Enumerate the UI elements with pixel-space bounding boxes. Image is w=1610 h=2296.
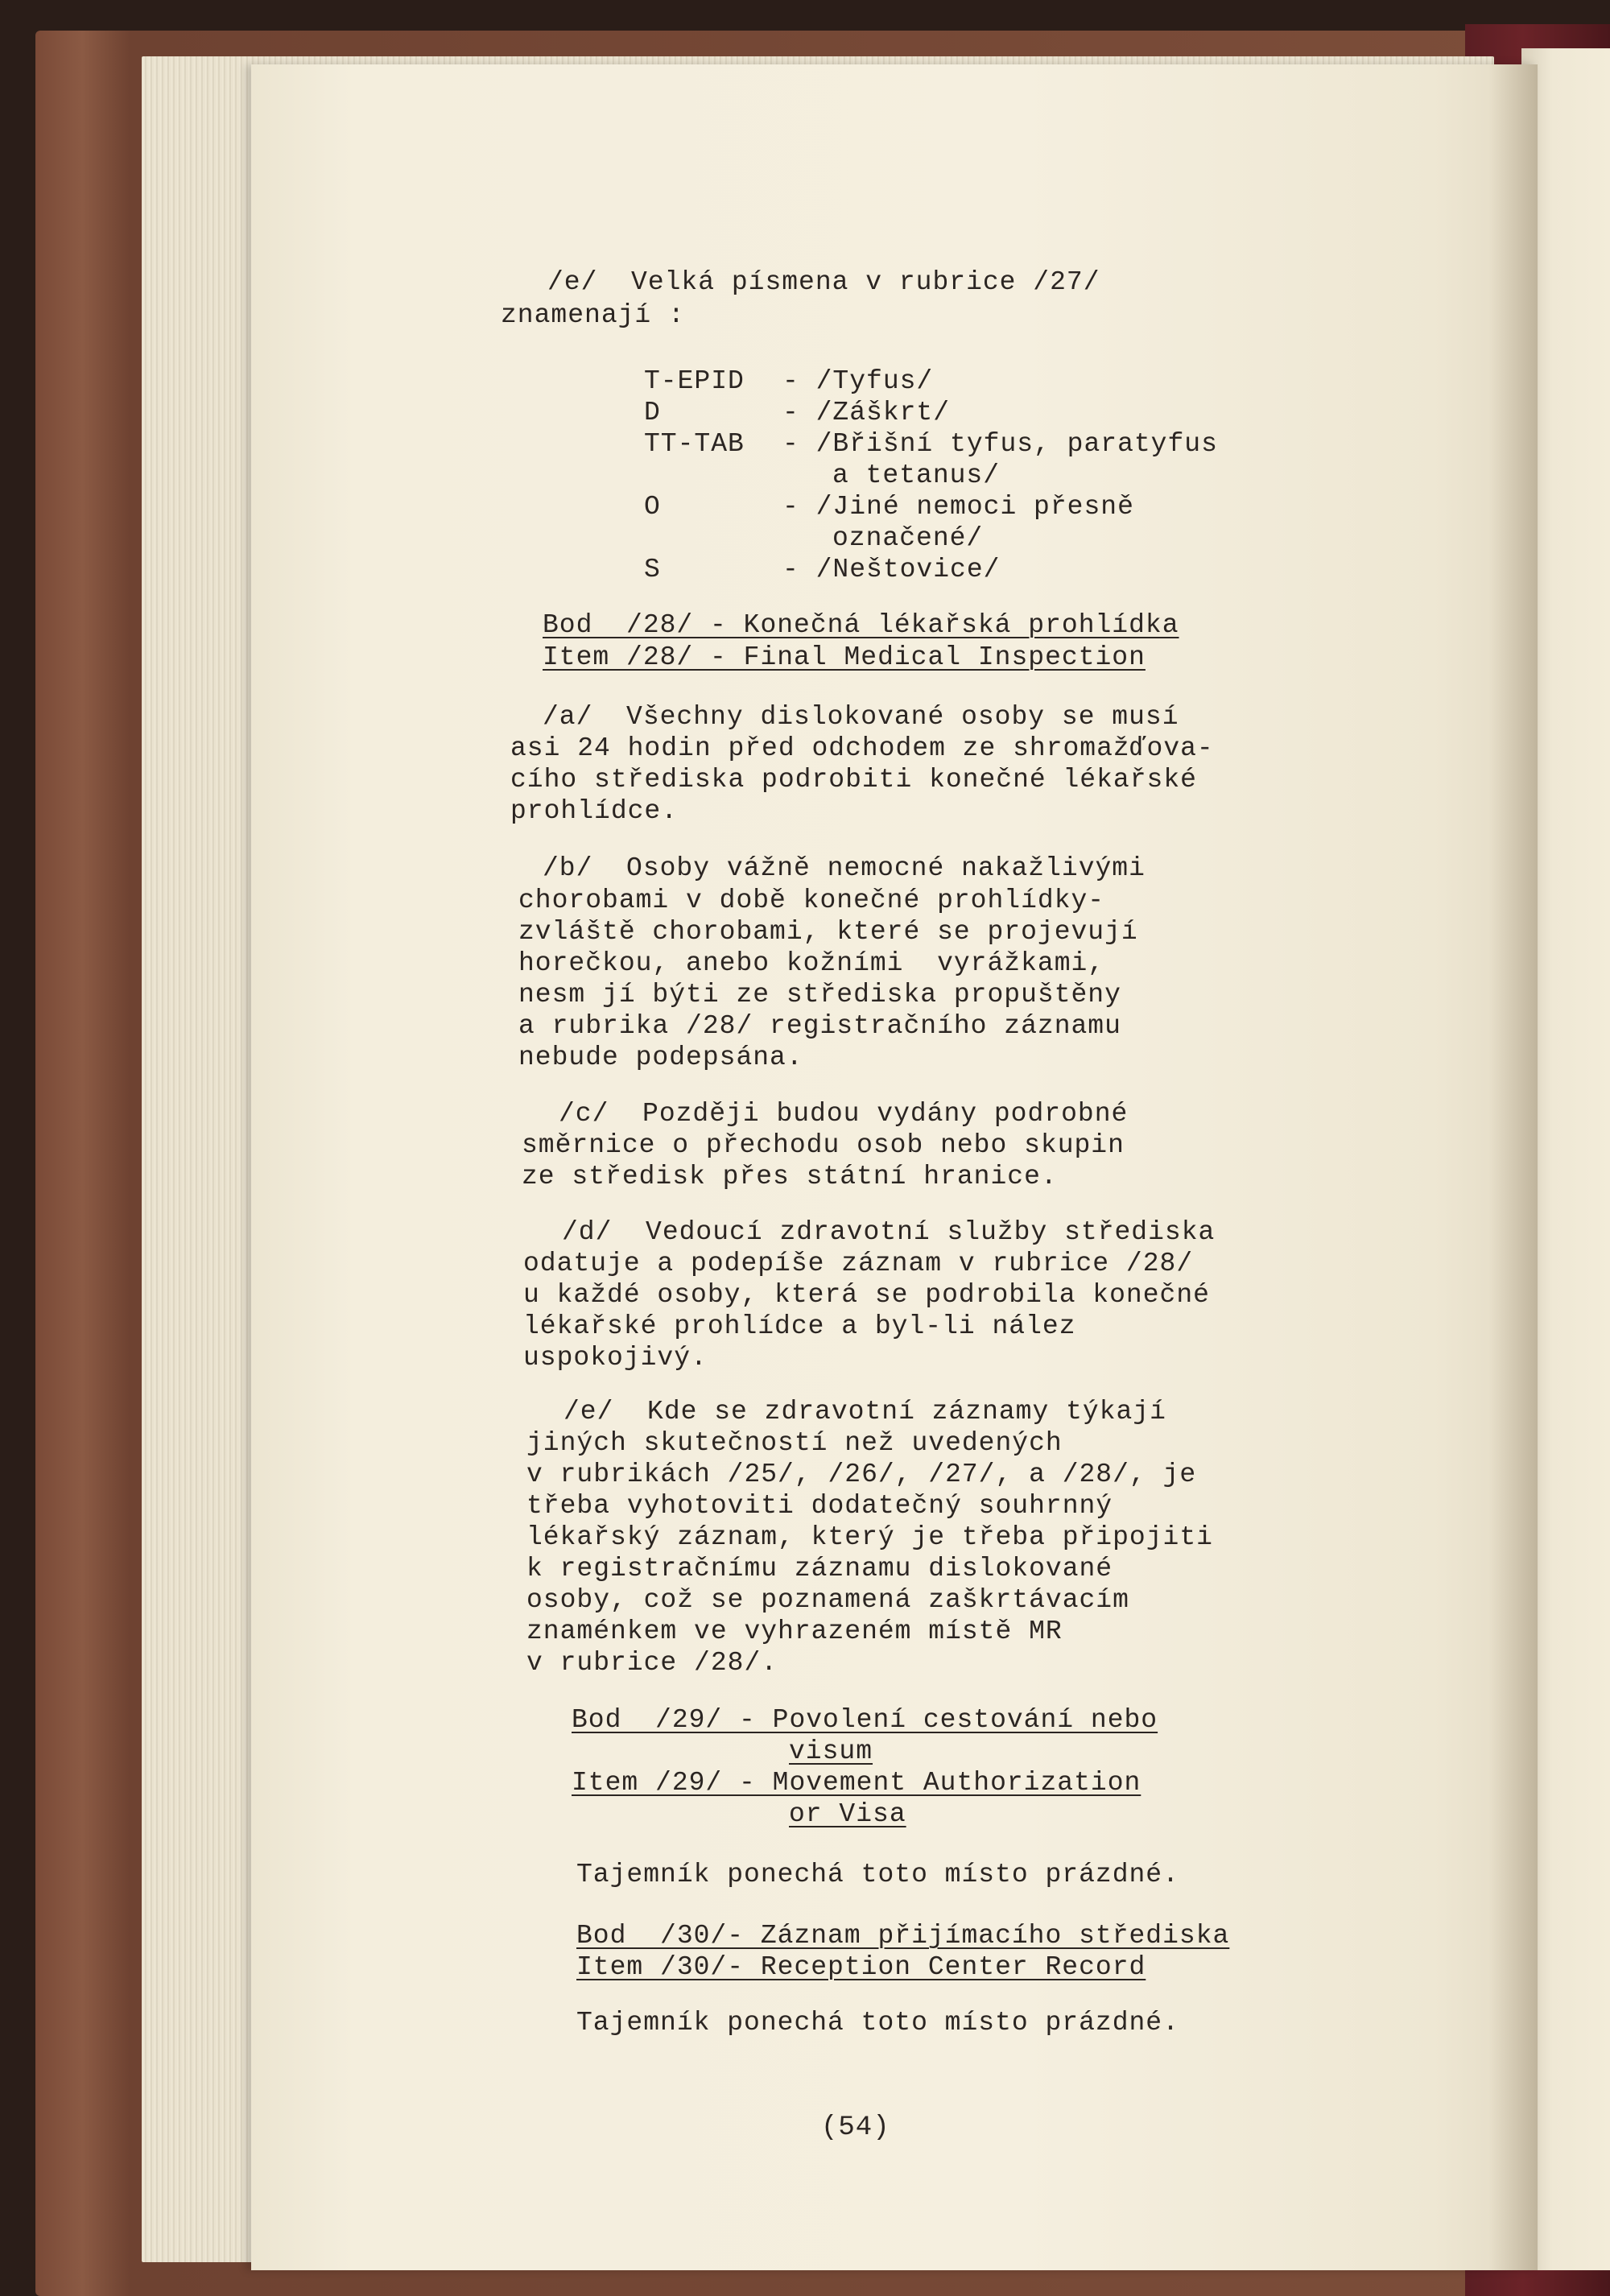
code-desc: - /Jiné nemoci přesně xyxy=(782,492,1134,522)
para-e-line: v rubrikách /25/, /26/, /27/, a /28/, je xyxy=(526,1460,1197,1489)
para-b-line: /b/ Osoby vážně nemocné nakažlivými xyxy=(543,853,1146,883)
para-a-line: asi 24 hodin před odchodem ze shromažďova- xyxy=(510,733,1214,763)
code-label: O xyxy=(644,492,661,522)
para-a-line: prohlídce. xyxy=(510,796,679,826)
para-c-line: /c/ Později budou vydány podrobné xyxy=(559,1099,1129,1129)
para-a-line: /a/ Všechny dislokované osoby se musí xyxy=(543,702,1179,732)
para-d-line: u každé osoby, která se podrobila konečné xyxy=(523,1280,1210,1310)
para-e-line: k registračnímu záznamu dislokované xyxy=(526,1554,1113,1584)
heading-item-28-cz: Bod /28/ - Konečná lékařská prohlídka xyxy=(543,610,1179,640)
para-b-line: zvláště chorobami, které se projevují xyxy=(518,917,1138,947)
code-desc: - /Záškrt/ xyxy=(782,398,951,427)
code-label: D xyxy=(644,398,661,427)
note-item-30: Tajemník ponechá toto místo prázdné. xyxy=(576,2008,1179,2038)
heading-item-29-en: Item /29/ - Movement Authorization xyxy=(572,1768,1141,1798)
heading-item-28-en: Item /28/ - Final Medical Inspection xyxy=(543,642,1146,672)
para-a-line: cího střediska podrobiti konečné lékařské xyxy=(510,765,1197,795)
gutter-shadow xyxy=(1489,64,1538,2270)
para-e-line: v rubrice /28/. xyxy=(526,1648,778,1678)
code-desc: - /Neštovice/ xyxy=(782,555,1001,584)
heading-item-29-en-cont: or Visa xyxy=(789,1799,906,1829)
heading-item-29-cz: Bod /29/ - Povolení cestování nebo xyxy=(572,1705,1158,1735)
para-e-line: znaménkem ve vyhrazeném místě MR xyxy=(526,1617,1063,1646)
para-e-line: jiných skutečností než uvedených xyxy=(526,1428,1063,1458)
para-d-line: lékařské prohlídce a byl-li nález xyxy=(523,1311,1076,1341)
heading-item-29-cz-cont: visum xyxy=(789,1736,873,1766)
para-c-line: ze středisk přes státní hranice. xyxy=(522,1162,1058,1191)
para-b-line: nebude podepsána. xyxy=(518,1043,803,1072)
code-desc: označené/ xyxy=(832,523,984,553)
code-label: S xyxy=(644,555,661,584)
code-label: TT-TAB xyxy=(644,429,745,459)
block-e-line-2: znamenají : xyxy=(501,300,685,330)
para-d-line: odatuje a podepíše záznam v rubrice /28/ xyxy=(523,1249,1194,1278)
para-d-line: /d/ Vedoucí zdravotní služby střediska xyxy=(562,1217,1216,1247)
para-b-line: a rubrika /28/ registračního záznamu xyxy=(518,1011,1121,1041)
heading-item-30-cz: Bod /30/- Záznam přijímacího střediska xyxy=(576,1921,1230,1951)
note-item-29: Tajemník ponechá toto místo prázdné. xyxy=(576,1860,1179,1889)
para-b-line: nesm jí býti ze střediska propuštěny xyxy=(518,980,1121,1010)
para-c-line: směrnice o přechodu osob nebo skupin xyxy=(522,1130,1125,1160)
block-e-line-1: /e/ Velká písmena v rubrice /27/ xyxy=(547,267,1100,297)
para-d-line: uspokojivý. xyxy=(523,1343,708,1373)
para-b-line: horečkou, anebo kožními vyrážkami, xyxy=(518,948,1105,978)
document-page xyxy=(251,64,1538,2270)
para-e-line: lékařský záznam, který je třeba připojiti xyxy=(526,1522,1213,1552)
code-desc: - /Břišní tyfus, paratyfus xyxy=(782,429,1218,459)
para-e-line: osoby, což se poznamená zaškrtávacím xyxy=(526,1585,1129,1615)
page-number: (54) xyxy=(821,2112,890,2143)
code-label: T-EPID xyxy=(644,366,745,396)
code-desc: - /Tyfus/ xyxy=(782,366,934,396)
para-b-line: chorobami v době konečné prohlídky- xyxy=(518,886,1105,915)
para-e-line: /e/ Kde se zdravotní záznamy týkají xyxy=(564,1397,1166,1427)
code-desc: a tetanus/ xyxy=(832,460,1001,490)
heading-item-30-en: Item /30/- Reception Center Record xyxy=(576,1952,1146,1982)
para-e-line: třeba vyhotoviti dodatečný souhrnný xyxy=(526,1491,1113,1521)
